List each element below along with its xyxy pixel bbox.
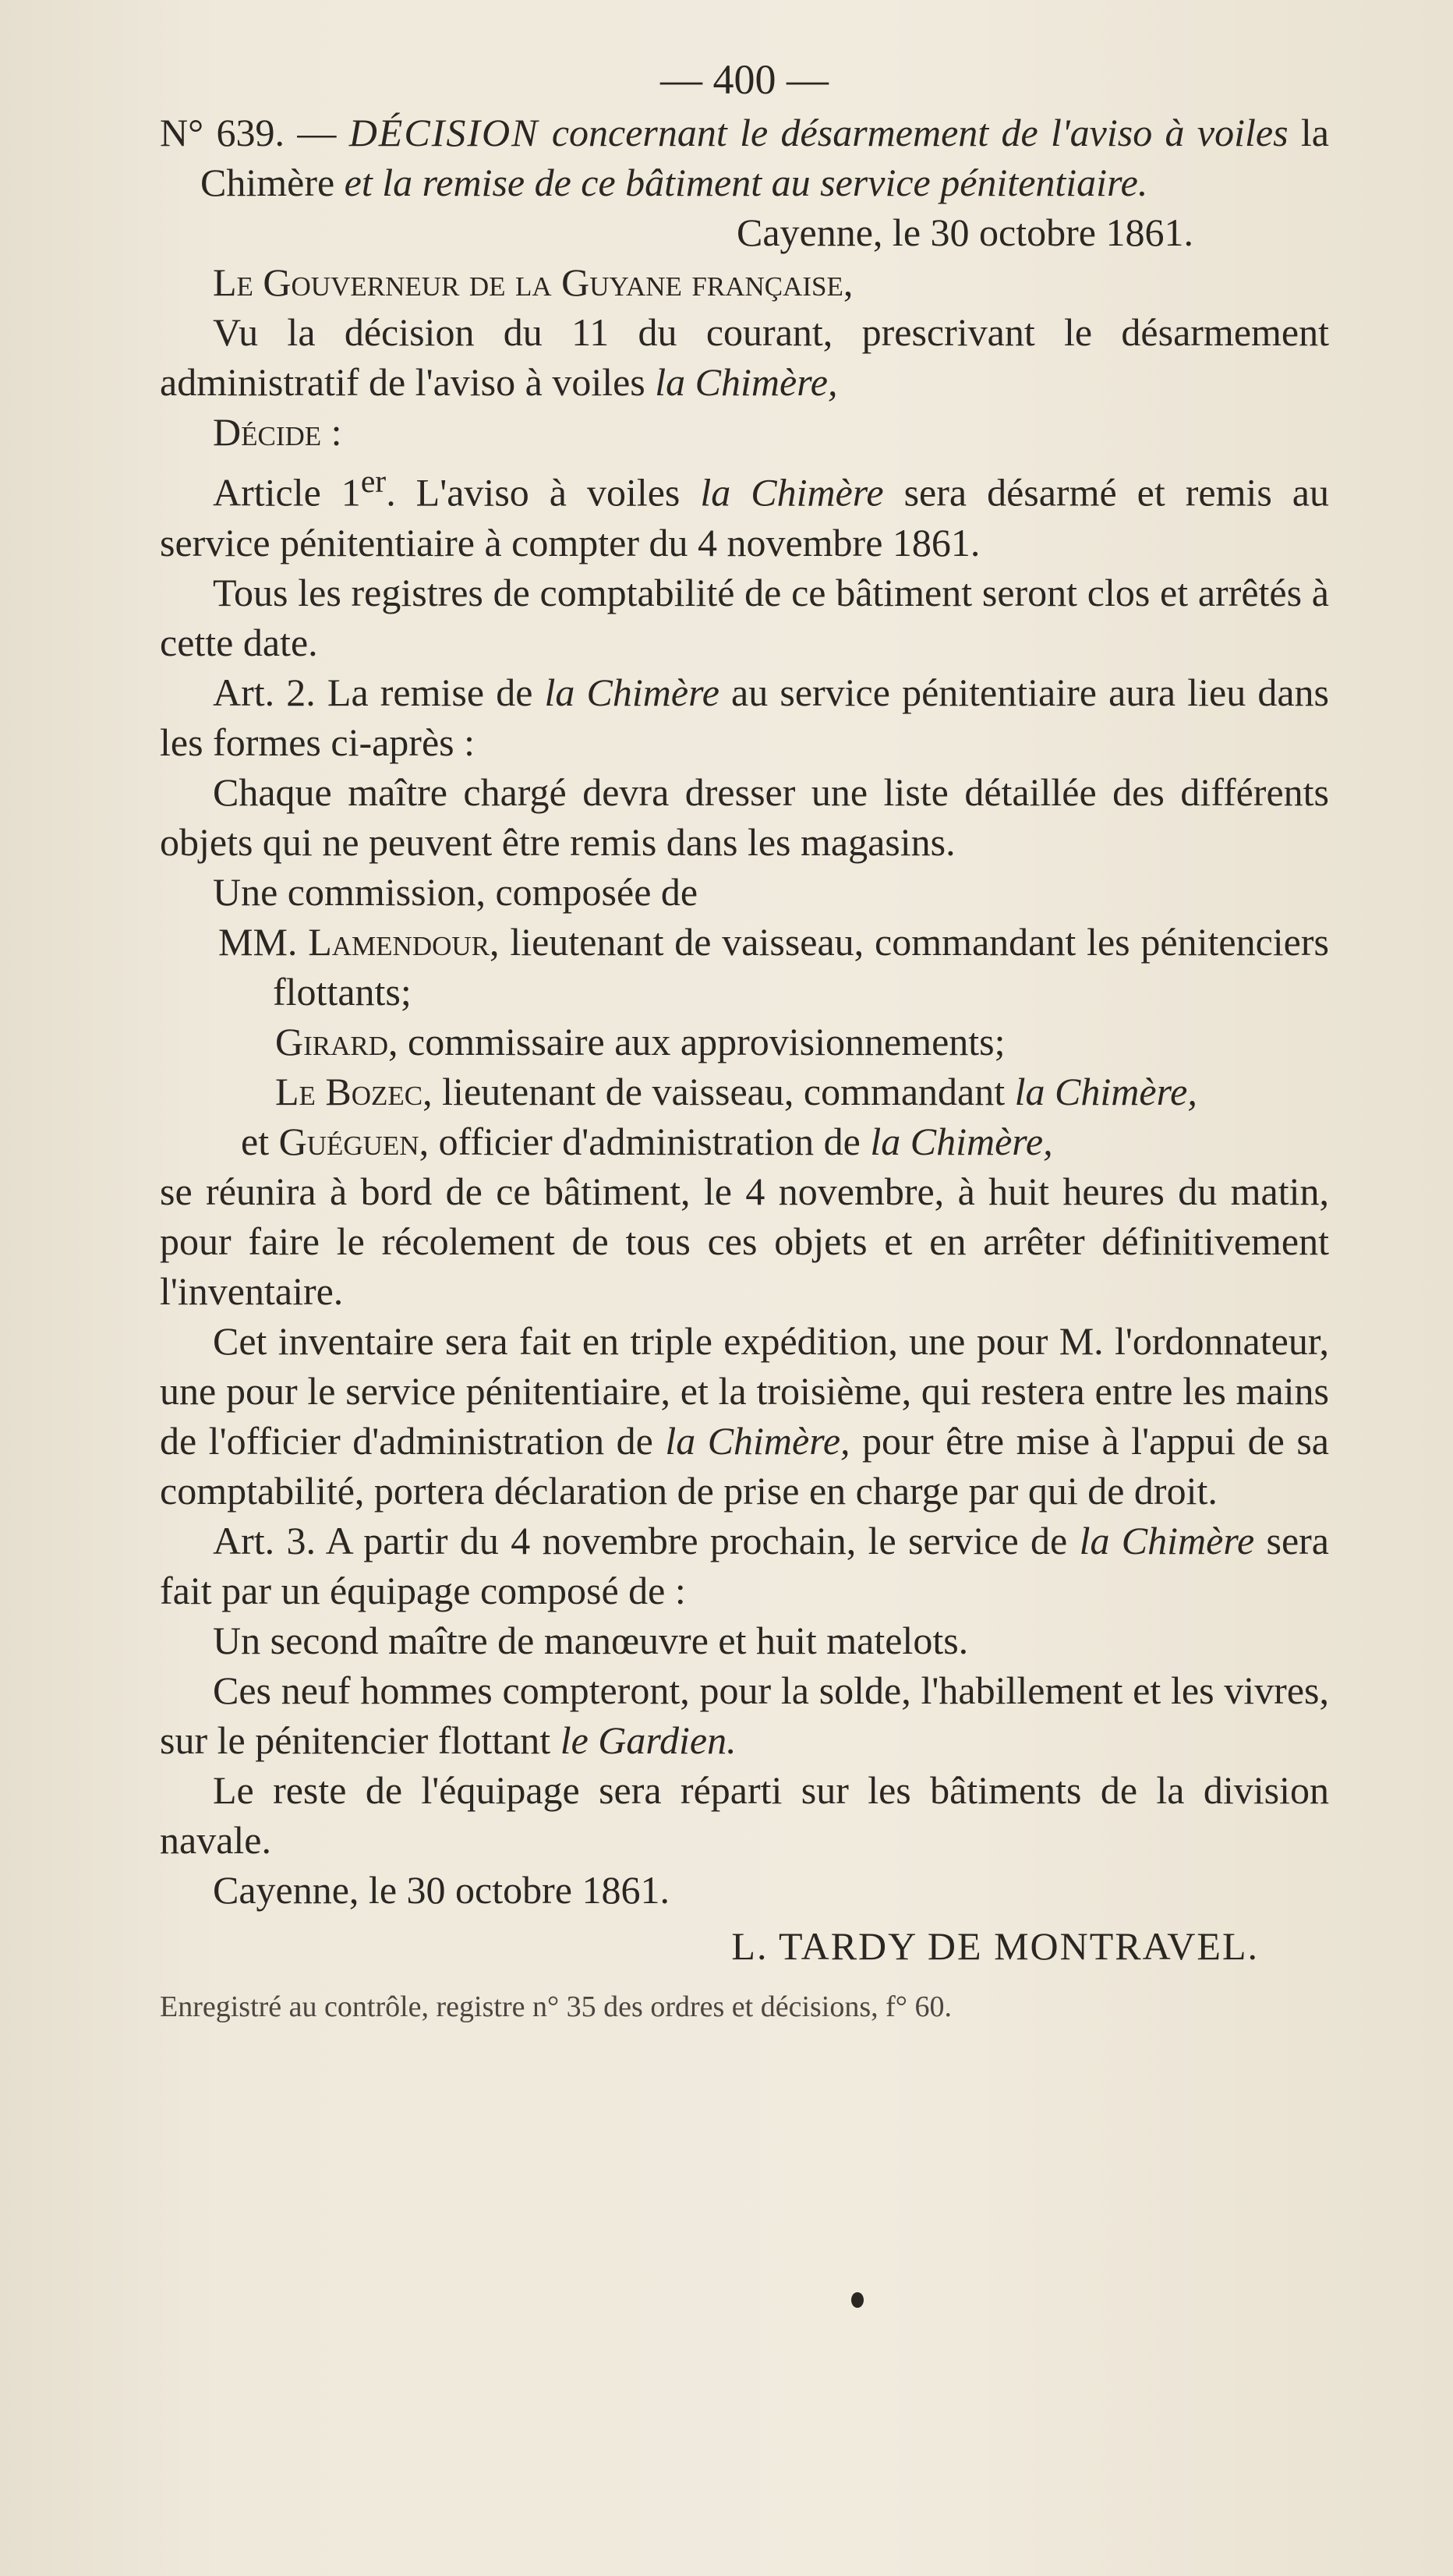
page-number: — 400 —: [660, 56, 829, 103]
ship-name: la Chimère,: [870, 1119, 1053, 1163]
paragraph-commission: Une commission, composée de: [213, 869, 698, 914]
page-text: [160, 55, 1329, 2030]
article-3-text: Art. 3. A partir du 4 novembre prochain, le service de: [213, 1518, 1080, 1562]
ship-name: la Chimère: [200, 111, 1329, 204]
registration-note: Enregistré au contrôle, registre n° 35 des ordres et décisions, f° 60.: [160, 1990, 952, 2023]
article-1: [160, 457, 1329, 568]
member-role: , lieutenant de vaisseau, commandant les pénitenciers flottants;: [273, 919, 1329, 1014]
considerant-text: Vu la décision du 11 du courant, prescrivant le désarmement administratif de l'aviso à voiles: [160, 310, 1329, 404]
article-1-sup: er: [360, 464, 387, 500]
paragraph-maitre: Chaque maître chargé devra dresser une liste détaillée des différents objets qui ne peuvent être remis dans les magasins.: [160, 770, 1329, 864]
decision-heading: [160, 108, 1329, 207]
ship-name: la Chimère: [1079, 1518, 1255, 1562]
member-name: Lamendour: [308, 919, 490, 964]
paragraph-neuf-hommes: [160, 1665, 1329, 1765]
ship-name: la Chimère,: [655, 360, 838, 404]
decision-title: DÉCISION: [348, 111, 539, 154]
governor-line: Le Gouverneur de la Guyane française,: [213, 260, 854, 304]
article-2-text: Art. 2. La remise de: [213, 670, 545, 714]
article-3-text-end: sera fait par un équipage composé de :: [160, 1518, 1329, 1612]
article-2: [160, 667, 1329, 767]
ship-name: le Gardien.: [560, 1718, 737, 1762]
neuf-hommes-text: Ces neuf hommes compteront, pour la solde, l'habillement et les vivres, sur le pénitencier flottant: [160, 1668, 1329, 1762]
member-prefix: et: [241, 1119, 279, 1163]
paragraph-inventaire: [160, 1316, 1329, 1516]
paragraph-second-maitre: Un second maître de manœuvre et huit matelots.: [213, 1618, 969, 1662]
paragraph-reunira: se réunira à bord de ce bâtiment, le 4 novembre, à huit heures du matin, pour faire le récolement de tous ces objets et en arrêter définitivement l'inventaire.: [160, 1169, 1329, 1313]
member-gueguen: [160, 1116, 1329, 1166]
closing-date: Cayenne, le 30 octobre 1861.: [213, 1867, 670, 1912]
ship-name: la Chimère: [700, 470, 884, 515]
member-name: Girard: [275, 1019, 389, 1063]
ship-name: la Chimère,: [1014, 1069, 1197, 1113]
inventaire-text-end: pour être mise à l'appui de sa comptabilité, portera déclaration de prise en charge par qui de droit.: [160, 1418, 1329, 1513]
article-1-text: . L'aviso à voiles: [386, 470, 701, 515]
inventaire-text: Cet inventaire sera fait en triple expédition, une pour M. l'ordonnateur, une pour le service pénitentiaire, et la troisième, qui restera entre les mains de l'officier d'administration de: [160, 1318, 1329, 1463]
member-prefix: MM.: [218, 919, 309, 964]
member-name: Guéguen: [278, 1119, 419, 1163]
member-name: Le Bozec: [275, 1069, 423, 1113]
ink-dot: [851, 2292, 864, 2308]
dateline: Cayenne, le 30 octobre 1861.: [737, 211, 1193, 254]
decide-line: Décide :: [213, 410, 342, 454]
member-role: , lieutenant de vaisseau, commandant: [422, 1069, 1015, 1113]
member-role: , officier d'administration de: [419, 1119, 871, 1163]
considerant: [160, 307, 1329, 407]
member-le-bozec: [160, 1067, 1329, 1116]
member-girard: [160, 1017, 1329, 1067]
article-2-text-end: au service pénitentiaire aura lieu dans les formes ci-après :: [160, 670, 1330, 764]
paragraph-reste: Le reste de l'équipage sera réparti sur les bâtiments de la division navale.: [160, 1767, 1329, 1862]
article-3: [160, 1516, 1329, 1615]
article-1-text-end: sera désarmé et remis au service pénitentiaire à compter du 4 novembre 1861.: [160, 470, 1329, 564]
member-role: , commissaire aux approvisionnements;: [388, 1019, 1006, 1063]
ship-name: la Chimère: [544, 670, 719, 714]
signature: L. TARDY DE MONTRAVEL.: [731, 1923, 1259, 1968]
article-1-label: Article 1: [213, 470, 361, 515]
decision-number: N° 639. —: [160, 111, 349, 154]
ship-name: la Chimère,: [665, 1418, 850, 1463]
paragraph-registres: Tous les registres de comptabilité de ce bâtiment seront clos et arrêtés à cette date.: [160, 570, 1329, 664]
decision-title-text: concernant le désarmement de l'aviso à voiles: [539, 111, 1301, 154]
member-lamendour: [160, 917, 1329, 1017]
decision-title-end: et la remise de ce bâtiment au service pénitentiaire.: [334, 161, 1148, 204]
